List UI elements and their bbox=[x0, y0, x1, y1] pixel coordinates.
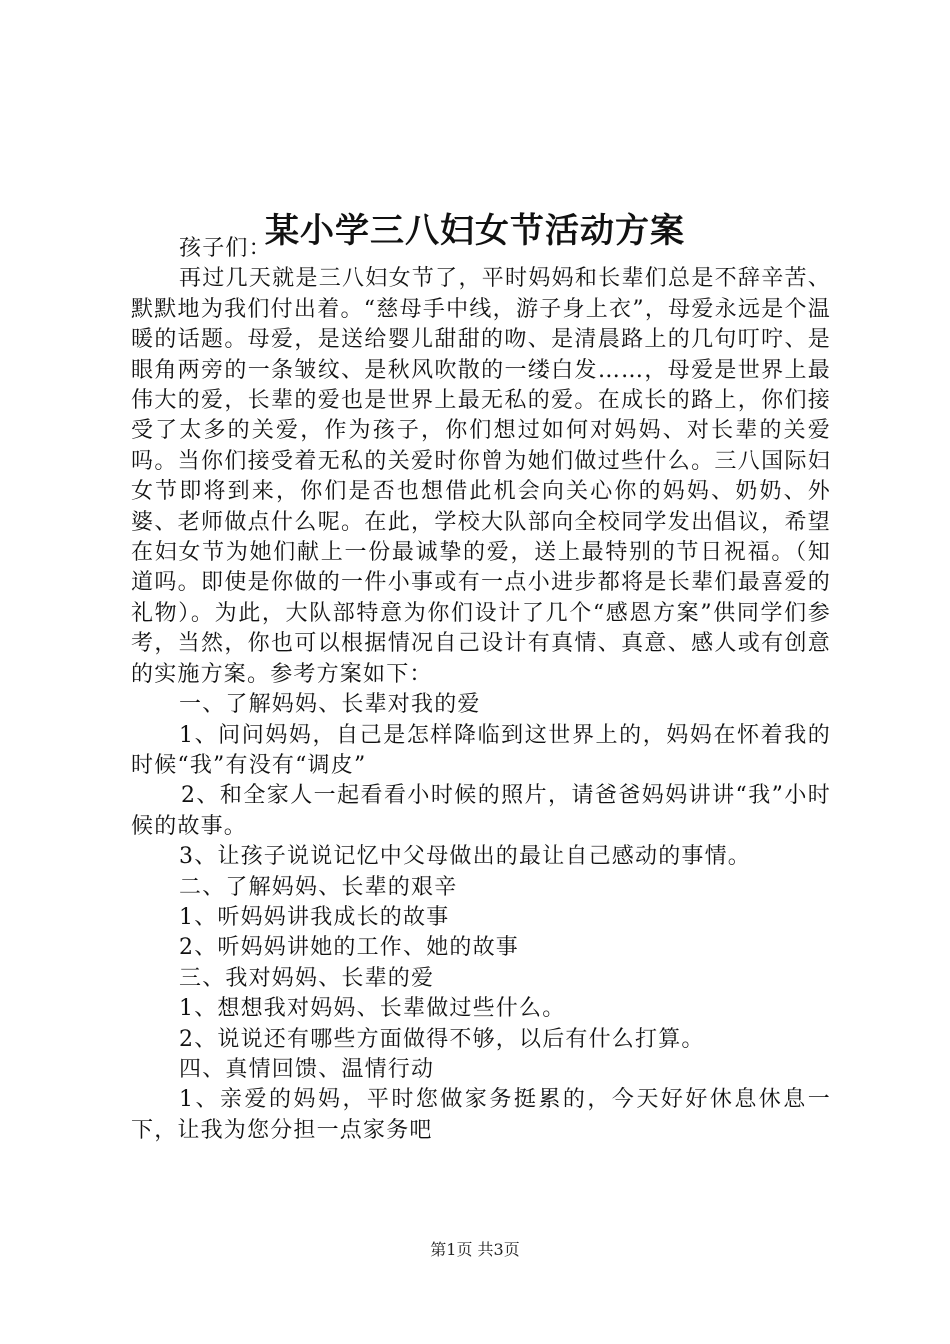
intro-paragraph: 再过几天就是三八妇女节了，平时妈妈和长辈们总是不辞辛苦、默默地为我们付出着。“慈母手中线，游子身上衣”，母爱永远是个温暖的话题。母爱，是送给婴儿甜甜的吻、是清晨路上的几句叮咛、是眼角两旁的一条皱纹、是秋风吹散的一缕白发……，母爱是世界上最伟大的爱，长辈的爱也是世界上最无私的爱。在成长的路上，你们接受了太多的关爱，作为孩子，你们想过如何对妈妈、对长辈的关爱吗。当你们接受着无私的关爱时你曾为她们做过些什么。三八国际妇女节即将到来，你们是否也想借此机会向关心你的妈妈、奶奶、外婆、老师做点什么呢。在此，学校大队部向全校同学发出倡议，希望在妇女节为她们献上一份最诚挚的爱，送上最特别的节日祝福。（知道吗。即使是你做的一件小事或有一点小进步都将是长辈们最喜爱的礼物）。为此，大队部特意为你们设计了几个“感恩方案”供同学们参考，当然，你也可以根据情况自己设计有真情、真意、感人或有创意的实施方案。参考方案如下： bbox=[131, 266, 831, 687]
section-heading-3: 三、我对妈妈、长辈的爱 bbox=[179, 965, 435, 991]
salutation: 孩子们： bbox=[179, 236, 272, 261]
list-item: 1、听妈妈讲我成长的故事 bbox=[179, 904, 450, 930]
list-item: 1、问问妈妈，自己是怎样降临到这世界上的，妈妈在怀着我的时候“我”有没有“调皮” bbox=[131, 722, 831, 778]
list-item: 2、说说还有哪些方面做得不够，以后有什么打算。 bbox=[179, 1026, 705, 1052]
page-footer: 第1页 共3页 bbox=[430, 1240, 520, 1259]
list-item: 3、让孩子说说记忆中父母做出的最让自己感动的事情。 bbox=[179, 844, 751, 870]
section-heading-4: 四、真情回馈、温情行动 bbox=[179, 1056, 435, 1082]
list-item: 2、听妈妈讲她的工作、她的故事 bbox=[179, 935, 519, 961]
section-heading-1: 一、了解妈妈、长辈对我的爱 bbox=[179, 692, 481, 718]
section-heading-2: 二、了解妈妈、长辈的艰辛 bbox=[179, 874, 458, 900]
list-item: 1、想想我对妈妈、长辈做过些什么。 bbox=[179, 996, 566, 1022]
list-item: 1、亲爱的妈妈，平时您做家务挺累的，今天好好休息休息一下，让我为您分担一点家务吧 bbox=[131, 1087, 831, 1143]
document-title: 某小学三八妇女节活动方案 bbox=[265, 210, 685, 251]
list-item: 2、和全家人一起看看小时候的照片，请爸爸妈妈讲讲“我”小时候的故事。 bbox=[131, 783, 831, 839]
document-body bbox=[131, 234, 831, 1146]
